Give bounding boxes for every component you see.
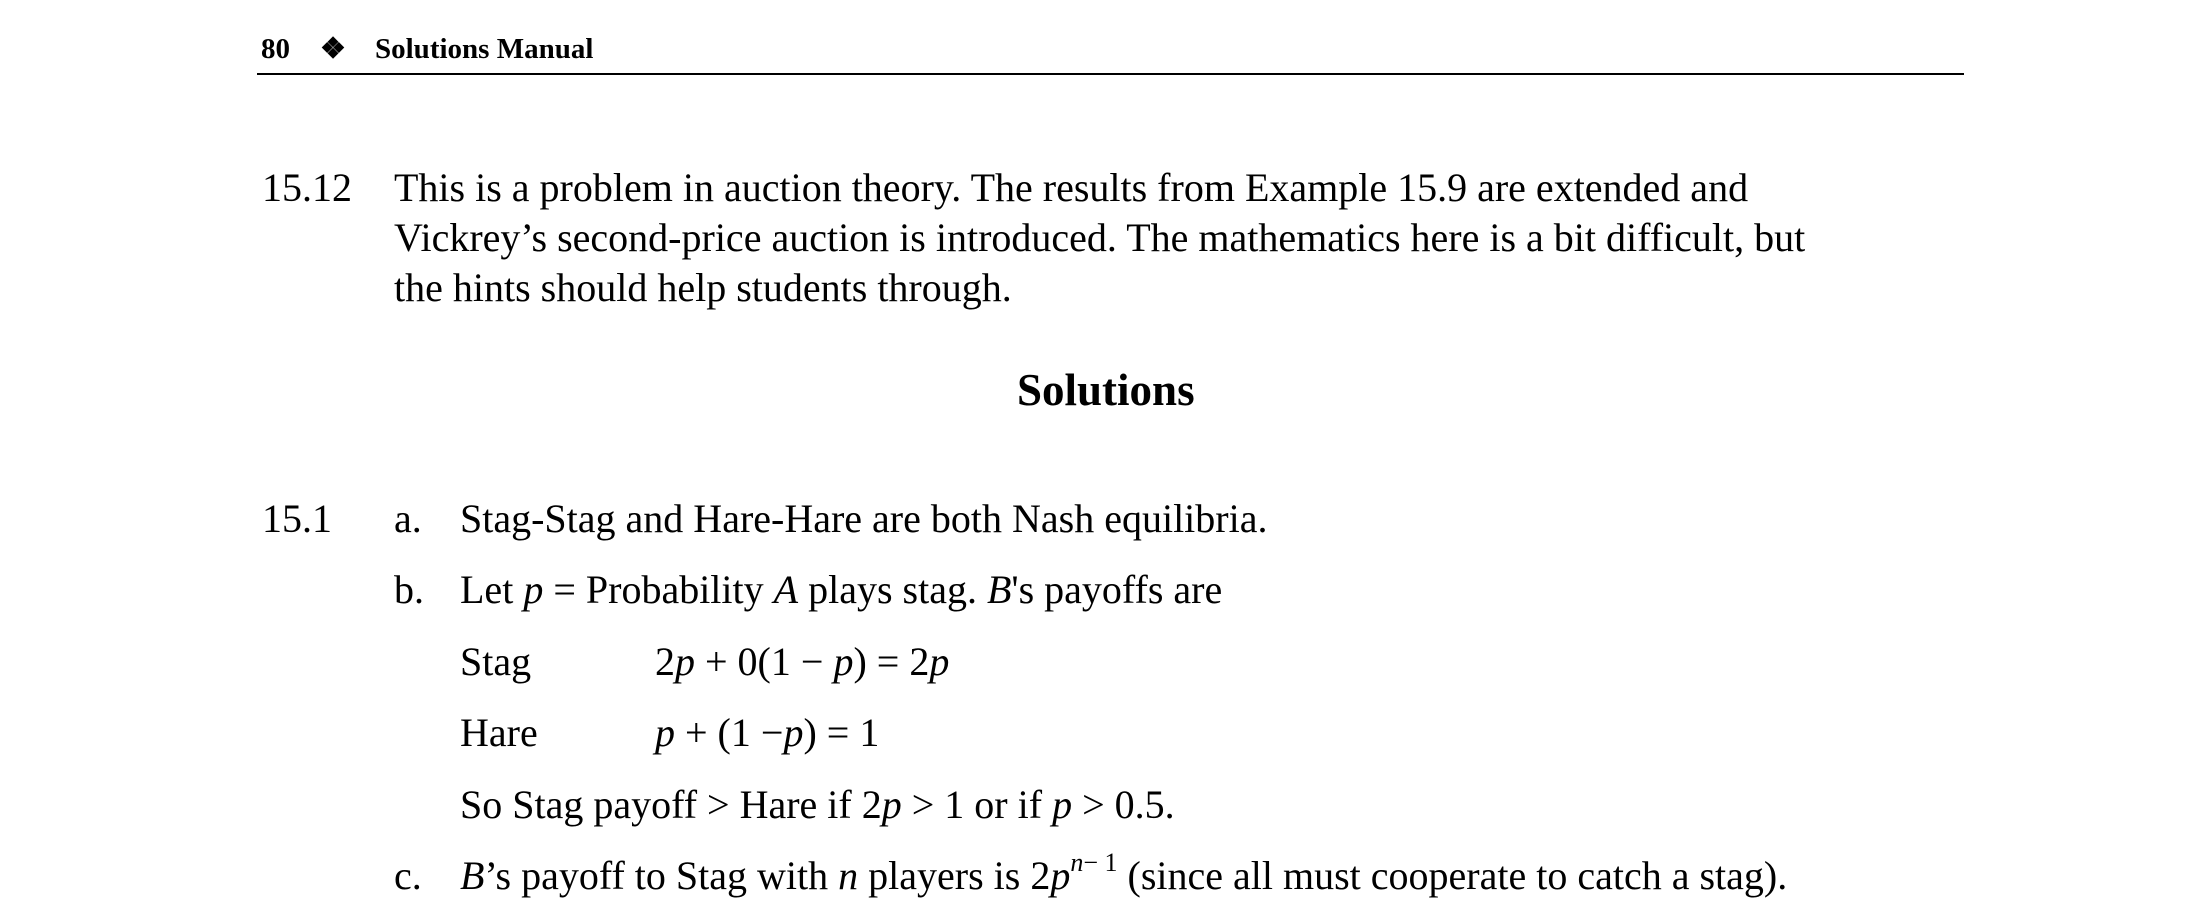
part-c-text: B’s payoff to Stag with n players is $2p^{n- 1}$ (since all must cooperate to catch a stag). bbox=[460, 848, 1788, 898]
problem-line-1: This is a problem in auction theory. The results from Example 15.9 are extended and bbox=[394, 165, 1749, 210]
problem-line-3: the hints should help students through. bbox=[394, 265, 1012, 310]
problem-line-2: Vickrey’s second-price auction is introduced. The mathematics here is a bit difficult, but bbox=[394, 215, 1806, 260]
stag-label: Stag bbox=[460, 639, 532, 684]
section-heading: Solutions bbox=[1017, 365, 1195, 415]
part-c-label: c. bbox=[394, 853, 422, 898]
page-number: 80 bbox=[261, 33, 290, 65]
stag-equation: 2p + 0(1 − p) = 2p bbox=[655, 639, 950, 684]
part-a-label: a. bbox=[394, 496, 422, 541]
header-separator-icon: ❖ bbox=[320, 33, 346, 65]
part-b-label: b. bbox=[394, 567, 424, 612]
hare-equation: p + (1 −p) = 1 bbox=[655, 710, 880, 755]
problem-number: 15.12 bbox=[262, 165, 352, 210]
solution-number: 15.1 bbox=[262, 496, 332, 541]
part-a-text: Stag-Stag and Hare-Hare are both Nash equilibria. bbox=[460, 496, 1268, 541]
hare-label: Hare bbox=[460, 710, 538, 755]
header-rule bbox=[257, 73, 1964, 75]
part-b-conclusion: So Stag payoff > Hare if 2p > 1 or if p > 0.5. bbox=[460, 782, 1175, 827]
part-b-text: Let p = Probability A plays stag. B's payoffs are bbox=[460, 567, 1223, 612]
running-title: Solutions Manual bbox=[375, 33, 594, 65]
